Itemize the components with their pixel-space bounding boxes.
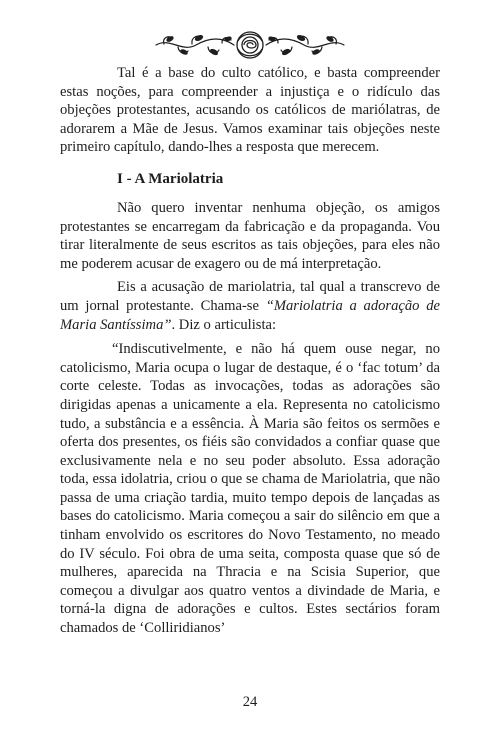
page-number: 24 [242,694,258,710]
accusation-text-end: . Diz o articulista: [171,316,277,333]
floral-ornament-icon [152,28,348,62]
page-body [60,64,440,638]
quoted-passage: “Indiscutivelmente, e não há quem ouse negar, no catolicismo, Maria ocupa o lugar de destaque, é o ‘fac totum’ da corte celeste. Todas as invocações, todas as adorações são dirigidas apenas a unicamente a ela. Representa no catolicismo tudo, a substância e a essência. À Maria são feitos os sermões e oferta dos presentes, os fiéis são convidados a confiar quase que exclusivamente nela e no seu poder absoluto. Essa adoração toda, essa idolatria, criou o que se chama de Mariolatria, que não passa de uma criação tardia, muito tempo depois de lançadas as bases do catolicismo. Maria começou a sair do silêncio em que a tinham envolvido os escritores do Novo Testamento, no meado do IV século. Foi obra de uma seita, composta quase que só de mulheres, aparecida na Thracia e na Scisia Superior, que começou a divulgar aos quatro ventos a divindade de Maria, e torná-la digna de adorações e cultos. Estes sectários foram chamados de ‘Colliridianos’ [60,341,440,637]
intro-paragraph: Tal é a base do culto católico, e basta compreender estas noções, para compreender a injustiça e o ridículo das objeções protestantes, acusando os católicos de mariólatras, de adorarem a Mãe de Jesus. Vamos examinar tais objeções neste primeiro capítulo, dando-lhes a resposta que merecem. [60,65,440,156]
section-heading: I - A Mariolatria [117,170,224,187]
article-title: “Mariolatria a adoração de Maria Santíssima” [60,297,440,333]
objection-paragraph: Não quero inventar nenhuma objeção, os amigos protestantes se encarregam da fabricação e da propaganda. Vou tirar literalmente de seus escritos as tais objeções, para eles não me poderem acusar de exagero ou de má interpretação. [60,199,440,272]
accusation-text-start: Eis a acusação de mariolatria, tal qual a transcrevo de um jornal protestante. Chama-se [60,279,440,314]
accusation-paragraph [60,278,440,334]
